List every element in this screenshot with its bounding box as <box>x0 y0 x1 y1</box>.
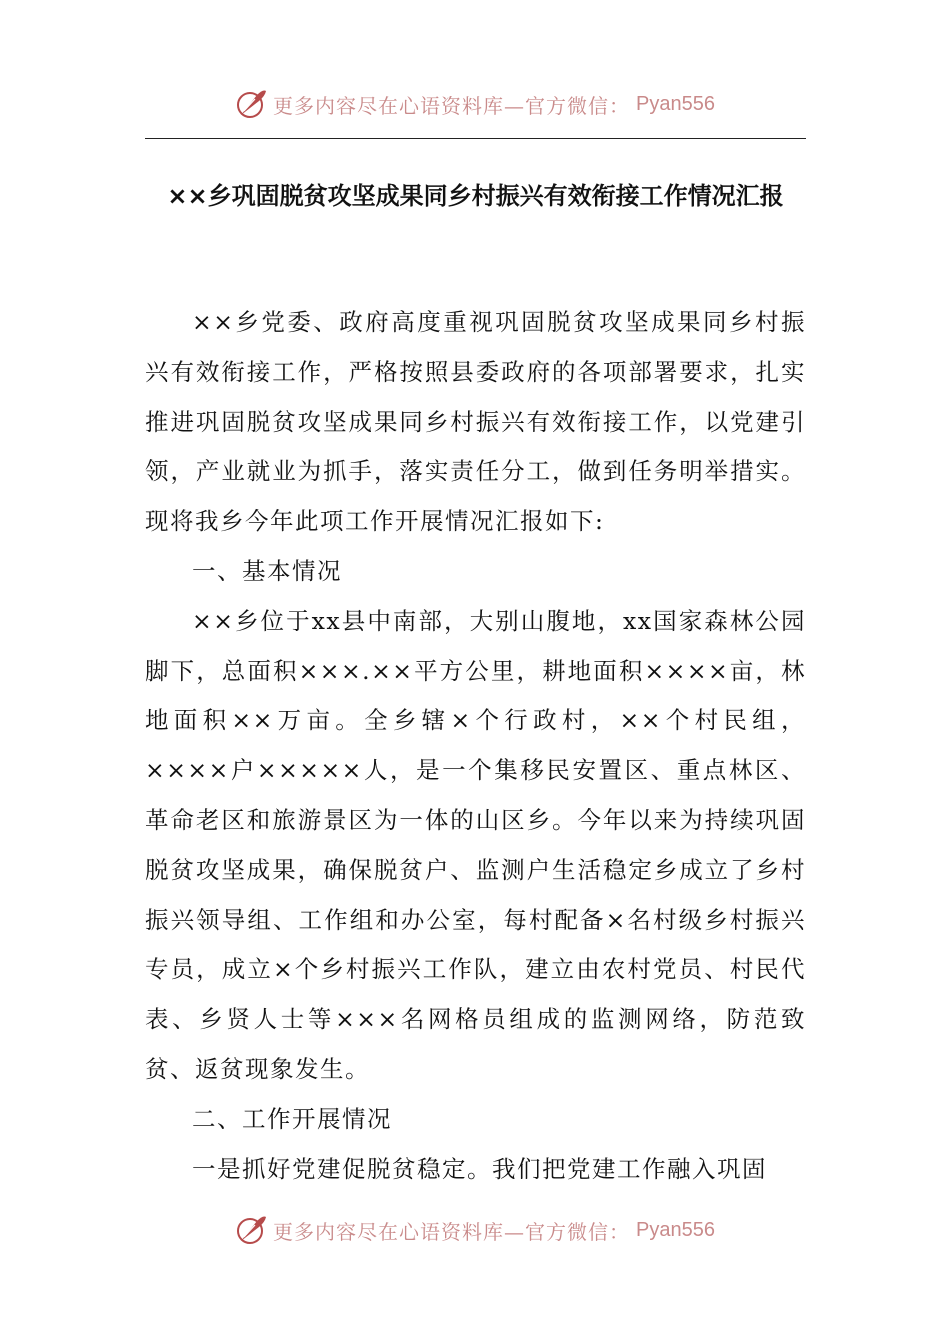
basic-situation-paragraph: ××乡位于xx县中南部，大别山腹地，xx国家森林公园脚下，总面积×××.××平方公里，耕地面积××××亩，林地面积××万亩。全乡辖×个行政村，××个村民组，××××户×××××人，是一个集移民安置区、重点林区、革命老区和旅游景区为一体的山区乡。今年以来为持续巩固脱贫攻坚成果，确保脱贫户、监测户生活稳定乡成立了乡村振兴领导组、工作组和办公室，每村配备×名村级乡村振兴专员，成立×个乡村振兴工作队，建立由农村党员、村民代表、乡贤人士等×××名网格员组成的监测网络，防范致贫、返贫现象发生。 <box>145 606 806 1083</box>
watermark-wechat-id: Pyan556 <box>636 92 715 115</box>
work-paragraph: 一是抓好党建促脱贫稳定。我们把党建工作融入巩固 <box>192 1154 767 1183</box>
quill-logo-icon <box>235 1213 269 1247</box>
section-heading-basic: 一、基本情况 <box>192 556 342 585</box>
watermark-wechat-id: Pyan556 <box>636 1218 715 1241</box>
document-body <box>145 298 806 1194</box>
intro-paragraph: ××乡党委、政府高度重视巩固脱贫攻坚成果同乡村振兴有效衔接工作，严格按照县委政府的各项部署要求，扎实推进巩固脱贫攻坚成果同乡村振兴有效衔接工作，以党建引领，产业就业为抓手，落实责任分工，做到任务明举措实。现将我乡今年此项工作开展情况汇报如下: <box>145 308 806 536</box>
header-rule <box>145 138 806 139</box>
watermark-brand-text: 更多内容尽在心语资料库—官方微信： <box>273 1219 631 1244</box>
watermark-brand-text: 更多内容尽在心语资料库—官方微信： <box>273 93 631 118</box>
quill-logo-icon <box>235 87 269 121</box>
section-heading-work: 二、工作开展情况 <box>192 1104 392 1133</box>
watermark-banner-bottom <box>0 1210 950 1250</box>
watermark-banner-top <box>0 84 950 124</box>
document-title: ××乡巩固脱贫攻坚成果同乡村振兴有效衔接工作情况汇报 <box>167 182 784 210</box>
